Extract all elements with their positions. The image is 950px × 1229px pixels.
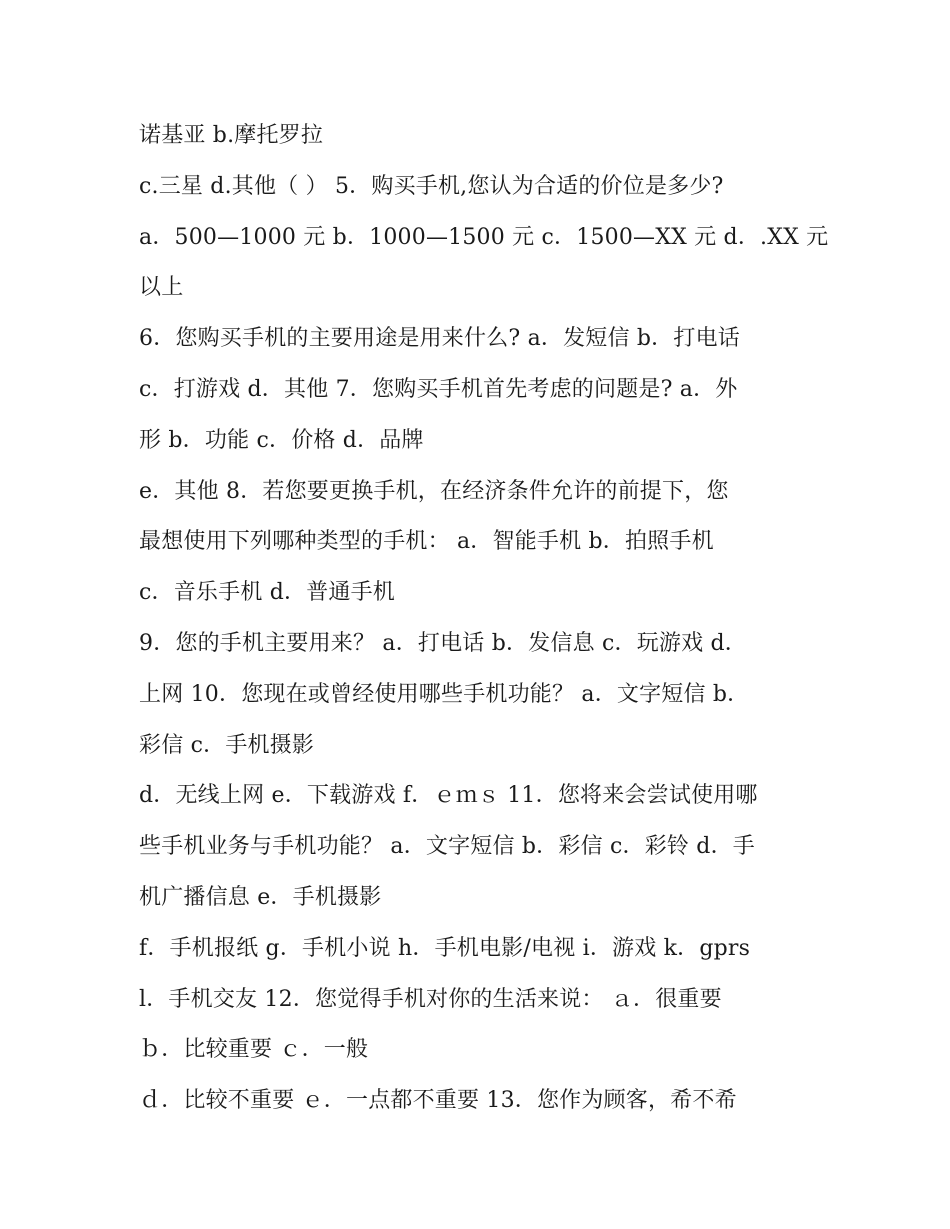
- text-line: ｂ．比较重要 ｃ．一般: [139, 1037, 369, 1063]
- text-line: 9．您的手机主要用来？ a．打电话 b．发信息 c．玩游戏 d．: [139, 630, 747, 656]
- document-body: [139, 111, 839, 1127]
- text-line: 6．您购买手机的主要用途是用来什么? a．发短信 b．打电话: [139, 326, 740, 352]
- text-line: a．500—1000 元 b．1000—1500 元 c．1500—XX 元 d．.XX 元: [139, 224, 829, 250]
- text-line: 上网 10．您现在或曾经使用哪些手机功能？ a．文字短信 b．: [139, 681, 750, 707]
- text-line: f．手机报纸 g．手机小说 h．手机电影/电视 i．游戏 k．gprs: [139, 935, 751, 961]
- text-line: 些手机业务与手机功能？ a．文字短信 b．彩信 c．彩铃 d．手: [139, 834, 755, 860]
- text-line: e．其他 8．若您要更换手机，在经济条件允许的前提下，您: [139, 478, 729, 504]
- text-line: 以上: [139, 275, 184, 301]
- text-line: c．打游戏 d．其他 7．您购买手机首先考虑的问题是? a．外: [139, 376, 738, 402]
- text-line: d．无线上网 e．下载游戏 f．ｅｍｓ 11．您将来会尝试使用哪: [139, 783, 758, 809]
- text-line: 诺基亚 b.摩托罗拉: [139, 123, 324, 148]
- text-line: l．手机交友 12．您觉得手机对你的生活来说： ａ．很重要: [139, 986, 722, 1012]
- text-line: 形 b．功能 c．价格 d．品牌: [139, 427, 424, 453]
- text-line: ｄ．比较不重要 ｅ．一点都不重要 13．您作为顾客，希不希: [139, 1088, 737, 1114]
- text-line: 机广播信息 e．手机摄影: [139, 884, 382, 910]
- text-line: 彩信 c．手机摄影: [139, 732, 315, 758]
- text-line: c.三星 d.其他（ ） 5．购买手机,您认为合适的价位是多少?: [139, 173, 724, 199]
- text-line: c．音乐手机 d．普通手机: [139, 580, 395, 606]
- text-line: 最想使用下列哪种类型的手机： a．智能手机 b．拍照手机: [139, 529, 714, 555]
